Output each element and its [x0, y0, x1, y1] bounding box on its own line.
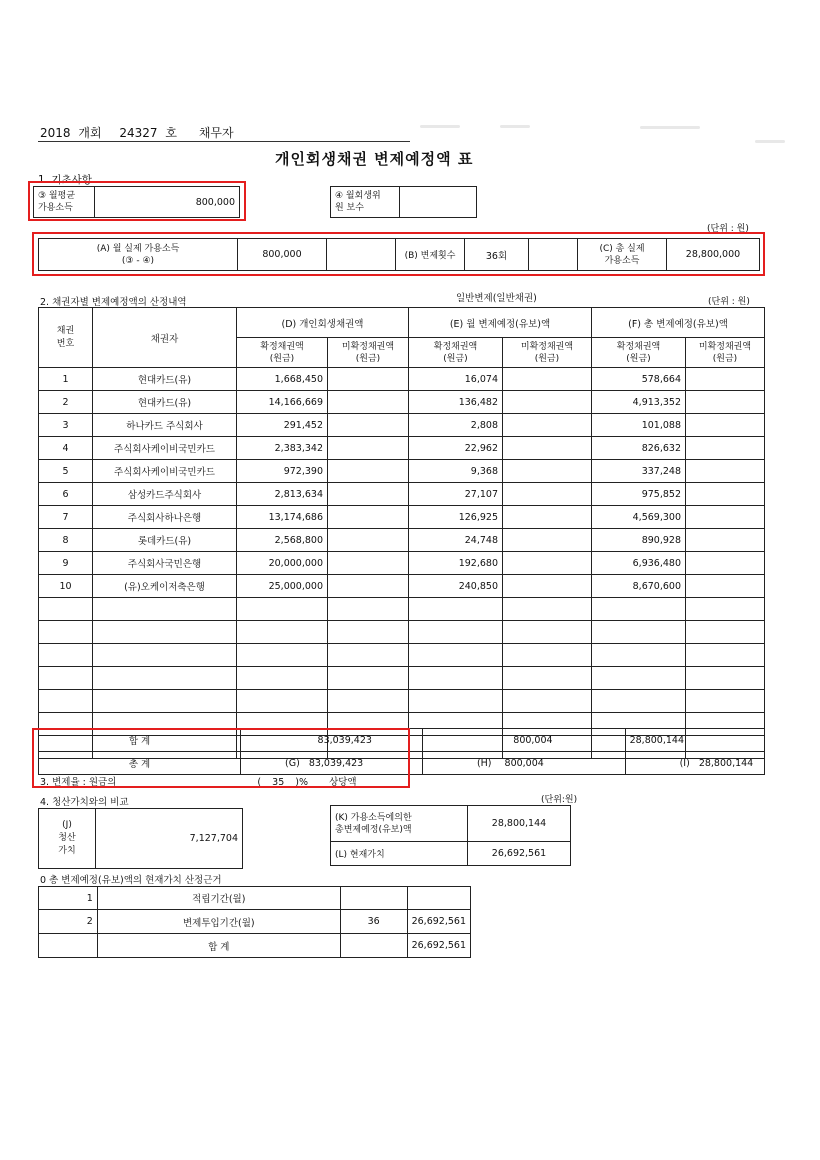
row-d-confirmed: 14,166,669: [237, 391, 328, 414]
creditor-table: [38, 307, 765, 759]
table-row: [39, 437, 765, 460]
payment-type: 일반변제(일반채권): [456, 293, 537, 304]
row-e-unconfirmed: [503, 667, 592, 690]
case-year: 2018: [40, 126, 71, 140]
row-d-unconfirmed: [328, 506, 409, 529]
row-creditor: 주식회사국민은행: [93, 552, 237, 575]
sum-label: 합 계: [39, 729, 241, 752]
d-unconfirmed-header: 미확정채권액 (원금): [328, 338, 409, 368]
k-label: (K) 가용소득에의한 총변제예정(유보)액: [331, 806, 468, 842]
row-f-unconfirmed: [686, 391, 765, 414]
row-e-unconfirmed: [503, 437, 592, 460]
row-creditor: 주식회사케이비국민카드: [93, 437, 237, 460]
rate-value: 35: [272, 777, 285, 788]
row-f-confirmed: 337,248: [592, 460, 686, 483]
highlight-box-total-and-rate: [32, 728, 410, 788]
col-f-header: (F) 총 변제예정(유보)액: [592, 308, 765, 338]
row-d-confirmed: [237, 621, 328, 644]
row-no: 1: [39, 368, 93, 391]
page-title: 개인회생채권 변제예정액 표: [275, 150, 474, 168]
basis-row: [39, 910, 471, 934]
basis-value: [407, 887, 470, 910]
basis-no: 2: [39, 910, 98, 934]
row-e-confirmed: 9,368: [409, 460, 503, 483]
basis-value: 26,692,561: [407, 910, 470, 934]
basis-total-blank: [39, 934, 98, 958]
row-e-confirmed: 16,074: [409, 368, 503, 391]
row-e-confirmed: 2,808: [409, 414, 503, 437]
row-d-unconfirmed: [328, 667, 409, 690]
row-d-unconfirmed: [328, 460, 409, 483]
row-no: 5: [39, 460, 93, 483]
col-e-header: (E) 월 변제예정(유보)액: [409, 308, 592, 338]
table-row: [39, 667, 765, 690]
row-d-unconfirmed: [328, 575, 409, 598]
scan-smudge: [755, 140, 785, 143]
row-f-confirmed: 826,632: [592, 437, 686, 460]
row-f-unconfirmed: [686, 414, 765, 437]
row-no: 9: [39, 552, 93, 575]
header-rule: [38, 141, 410, 142]
basis-total-label: 합 계: [97, 934, 340, 958]
row-e-unconfirmed: [503, 529, 592, 552]
row-f-confirmed: 578,664: [592, 368, 686, 391]
rate-label: 3. 변제율 : 원금의: [40, 777, 117, 788]
row-no: 4: [39, 437, 93, 460]
table-row: [39, 460, 765, 483]
basis-label: 적립기간(월): [97, 887, 340, 910]
row-d-confirmed: [237, 644, 328, 667]
table-row: [39, 414, 765, 437]
row-d-confirmed: 291,452: [237, 414, 328, 437]
row-e-confirmed: [409, 644, 503, 667]
table-row: [39, 483, 765, 506]
row-creditor: 롯데카드(유): [93, 529, 237, 552]
basis-total-value: 26,692,561: [407, 934, 470, 958]
row-no: 2: [39, 391, 93, 414]
row-f-unconfirmed: [686, 506, 765, 529]
j-label: (J) 청산 가치: [39, 809, 96, 869]
table-row: [39, 644, 765, 667]
row-f-confirmed: [592, 644, 686, 667]
row-d-confirmed: 25,000,000: [237, 575, 328, 598]
row-d-confirmed: 2,568,800: [237, 529, 328, 552]
e-unconfirmed-header: 미확정채권액 (원금): [503, 338, 592, 368]
row-e-confirmed: [409, 621, 503, 644]
row-f-confirmed: [592, 598, 686, 621]
row-f-unconfirmed: [686, 644, 765, 667]
basis-total-row: [39, 934, 471, 958]
row-e-unconfirmed: [503, 368, 592, 391]
row-d-unconfirmed: [328, 414, 409, 437]
row-f-unconfirmed: [686, 598, 765, 621]
row-e-confirmed: 136,482: [409, 391, 503, 414]
sum-d: 83,039,423: [241, 729, 423, 752]
row-d-unconfirmed: [328, 690, 409, 713]
row-no: [39, 598, 93, 621]
row-e-unconfirmed: [503, 552, 592, 575]
unit-label-2: (단위 : 원): [708, 297, 750, 307]
col-no-header: 채권 번호: [39, 308, 93, 368]
row-e-unconfirmed: [503, 598, 592, 621]
row-f-unconfirmed: [686, 690, 765, 713]
row-creditor: [93, 621, 237, 644]
row-e-unconfirmed: [503, 690, 592, 713]
row-creditor: (유)오케이저축은행: [93, 575, 237, 598]
row-d-confirmed: 972,390: [237, 460, 328, 483]
row-e-confirmed: 240,850: [409, 575, 503, 598]
row-no: 3: [39, 414, 93, 437]
row-no: 10: [39, 575, 93, 598]
scan-smudge: [500, 125, 530, 128]
h-value: 800,004: [504, 757, 544, 769]
h-cell: [422, 752, 625, 775]
scan-smudge: [420, 125, 460, 128]
row-creditor: 현대카드(유): [93, 368, 237, 391]
row-f-confirmed: [592, 667, 686, 690]
basis-months: [340, 887, 407, 910]
row-d-confirmed: 1,668,450: [237, 368, 328, 391]
row-d-confirmed: [237, 690, 328, 713]
row-d-confirmed: 20,000,000: [237, 552, 328, 575]
g-value: 83,039,423: [308, 757, 364, 769]
row-no: 7: [39, 506, 93, 529]
row-d-confirmed: 2,383,342: [237, 437, 328, 460]
row-e-unconfirmed: [503, 391, 592, 414]
section1-heading: 1. 기초사항: [38, 174, 92, 186]
case-number: 24327: [119, 126, 158, 140]
table-row: [39, 621, 765, 644]
row-e-confirmed: 22,962: [409, 437, 503, 460]
row-e-confirmed: 126,925: [409, 506, 503, 529]
row-f-unconfirmed: [686, 667, 765, 690]
row-no: 6: [39, 483, 93, 506]
row-creditor: [93, 690, 237, 713]
row-e-confirmed: [409, 667, 503, 690]
f3-value: 800,000: [95, 187, 240, 218]
row-d-confirmed: 2,813,634: [237, 483, 328, 506]
row-e-confirmed: [409, 598, 503, 621]
trustee-fee-table: [330, 186, 477, 218]
b-value: 36회: [465, 239, 529, 271]
section4-heading: 4. 청산가치와의 비교: [40, 797, 129, 808]
table-row: [39, 391, 765, 414]
row-e-confirmed: 192,680: [409, 552, 503, 575]
h-label: (H): [476, 757, 492, 769]
f-unconfirmed-header: 미확정채권액 (원금): [686, 338, 765, 368]
row-d-confirmed: 13,174,686: [237, 506, 328, 529]
row-f-confirmed: 8,670,600: [592, 575, 686, 598]
d-confirmed-header: 확정채권액 (원금): [237, 338, 328, 368]
row-creditor: [93, 644, 237, 667]
i-label: (I): [679, 757, 690, 769]
row-f-confirmed: [592, 690, 686, 713]
table-row: [39, 506, 765, 529]
row-f-unconfirmed: [686, 483, 765, 506]
row-f-confirmed: 101,088: [592, 414, 686, 437]
row-f-confirmed: 890,928: [592, 529, 686, 552]
section5-heading: 0 총 변제예정(유보)액의 현재가치 산정근거: [40, 875, 222, 886]
row-creditor: 주식회사하나은행: [93, 506, 237, 529]
row-no: [39, 690, 93, 713]
f4-value: [400, 187, 477, 218]
row-f-unconfirmed: [686, 529, 765, 552]
table-row: [39, 598, 765, 621]
row-d-unconfirmed: [328, 391, 409, 414]
case-header: [40, 124, 234, 141]
basis-label: 변제투입기간(월): [97, 910, 340, 934]
liquidation-table: [38, 808, 243, 869]
rate-suffix: 상당액: [329, 777, 357, 788]
c-label: (C) 총 실제 가용소득: [578, 239, 667, 271]
f-confirmed-header: 확정채권액 (원금): [592, 338, 686, 368]
row-f-unconfirmed: [686, 621, 765, 644]
row-f-unconfirmed: [686, 368, 765, 391]
table-row: [39, 552, 765, 575]
row-d-unconfirmed: [328, 368, 409, 391]
row-no: [39, 667, 93, 690]
case-debtor: 채무자: [198, 126, 234, 140]
a-value: 800,000: [238, 239, 327, 271]
f3-label: ③ 월평균 가용소득: [34, 187, 95, 218]
present-value-table: [330, 805, 571, 866]
row-no: [39, 644, 93, 667]
f4-label: ④ 월회생위 원 보수: [331, 187, 400, 218]
scan-smudge: [640, 126, 700, 129]
row-creditor: 하나카드 주식회사: [93, 414, 237, 437]
row-e-unconfirmed: [503, 506, 592, 529]
table-row: [39, 690, 765, 713]
row-e-unconfirmed: [503, 644, 592, 667]
unit-label-3: (단위:원): [541, 795, 578, 805]
row-e-unconfirmed: [503, 460, 592, 483]
basis-row: [39, 887, 471, 910]
table-row: [39, 529, 765, 552]
row-f-confirmed: 6,936,480: [592, 552, 686, 575]
row-creditor: [93, 667, 237, 690]
row-f-unconfirmed: [686, 437, 765, 460]
table-row: [39, 368, 765, 391]
row-e-unconfirmed: [503, 575, 592, 598]
row-d-confirmed: [237, 598, 328, 621]
present-value-basis-table: [38, 886, 471, 958]
row-creditor: [93, 598, 237, 621]
row-creditor: 현대카드(유): [93, 391, 237, 414]
row-d-unconfirmed: [328, 644, 409, 667]
row-no: [39, 621, 93, 644]
total-label: 총 계: [39, 752, 241, 775]
unit-label-1: (단위 : 원): [707, 224, 749, 234]
row-d-unconfirmed: [328, 483, 409, 506]
row-f-confirmed: 4,913,352: [592, 391, 686, 414]
i-value: 28,800,144: [698, 757, 754, 769]
row-f-unconfirmed: [686, 552, 765, 575]
section2-heading: 2. 채권자별 변제예정액의 산정내역: [40, 297, 187, 308]
row-f-unconfirmed: [686, 575, 765, 598]
case-ho: 호: [165, 126, 177, 140]
row-d-unconfirmed: [328, 437, 409, 460]
j-value: 7,127,704: [96, 809, 243, 869]
row-e-confirmed: [409, 690, 503, 713]
l-label: (L) 현재가치: [331, 842, 468, 866]
row-d-unconfirmed: [328, 529, 409, 552]
row-f-confirmed: [592, 621, 686, 644]
row-d-confirmed: [237, 667, 328, 690]
table-row: [39, 575, 765, 598]
i-cell: [625, 752, 764, 775]
b-label: (B) 변제횟수: [396, 239, 465, 271]
case-kind: 개회: [78, 126, 102, 140]
row-e-unconfirmed: [503, 621, 592, 644]
basis-total-blank: [340, 934, 407, 958]
row-f-unconfirmed: [686, 460, 765, 483]
col-creditor-header: 채권자: [93, 308, 237, 368]
row-creditor: 삼성카드주식회사: [93, 483, 237, 506]
sum-e: 800,004: [422, 729, 625, 752]
rate-close: )%: [295, 777, 309, 788]
row-e-unconfirmed: [503, 414, 592, 437]
row-f-confirmed: 4,569,300: [592, 506, 686, 529]
c-value: 28,800,000: [667, 239, 760, 271]
row-no: 8: [39, 529, 93, 552]
row-e-confirmed: 24,748: [409, 529, 503, 552]
highlight-box-monthly-income: [28, 181, 246, 221]
row-e-confirmed: 27,107: [409, 483, 503, 506]
row-d-unconfirmed: [328, 621, 409, 644]
col-d-header: (D) 개인회생채권액: [237, 308, 409, 338]
a-label: (A) 월 실제 가용소득 (③ - ④): [39, 239, 238, 271]
row-f-confirmed: 975,852: [592, 483, 686, 506]
rate-open: (: [257, 777, 262, 788]
basis-no: 1: [39, 887, 98, 910]
row-creditor: 주식회사케이비국민카드: [93, 460, 237, 483]
sum-f: 28,800,144: [625, 729, 764, 752]
creditor-rows: [39, 368, 765, 759]
row-d-unconfirmed: [328, 552, 409, 575]
l-value: 26,692,561: [468, 842, 571, 866]
e-confirmed-header: 확정채권액 (원금): [409, 338, 503, 368]
g-label: (G): [285, 757, 300, 769]
k-value: 28,800,144: [468, 806, 571, 842]
row-e-unconfirmed: [503, 483, 592, 506]
row-d-unconfirmed: [328, 598, 409, 621]
basis-months: 36: [340, 910, 407, 934]
highlight-box-income-summary: [32, 232, 765, 276]
